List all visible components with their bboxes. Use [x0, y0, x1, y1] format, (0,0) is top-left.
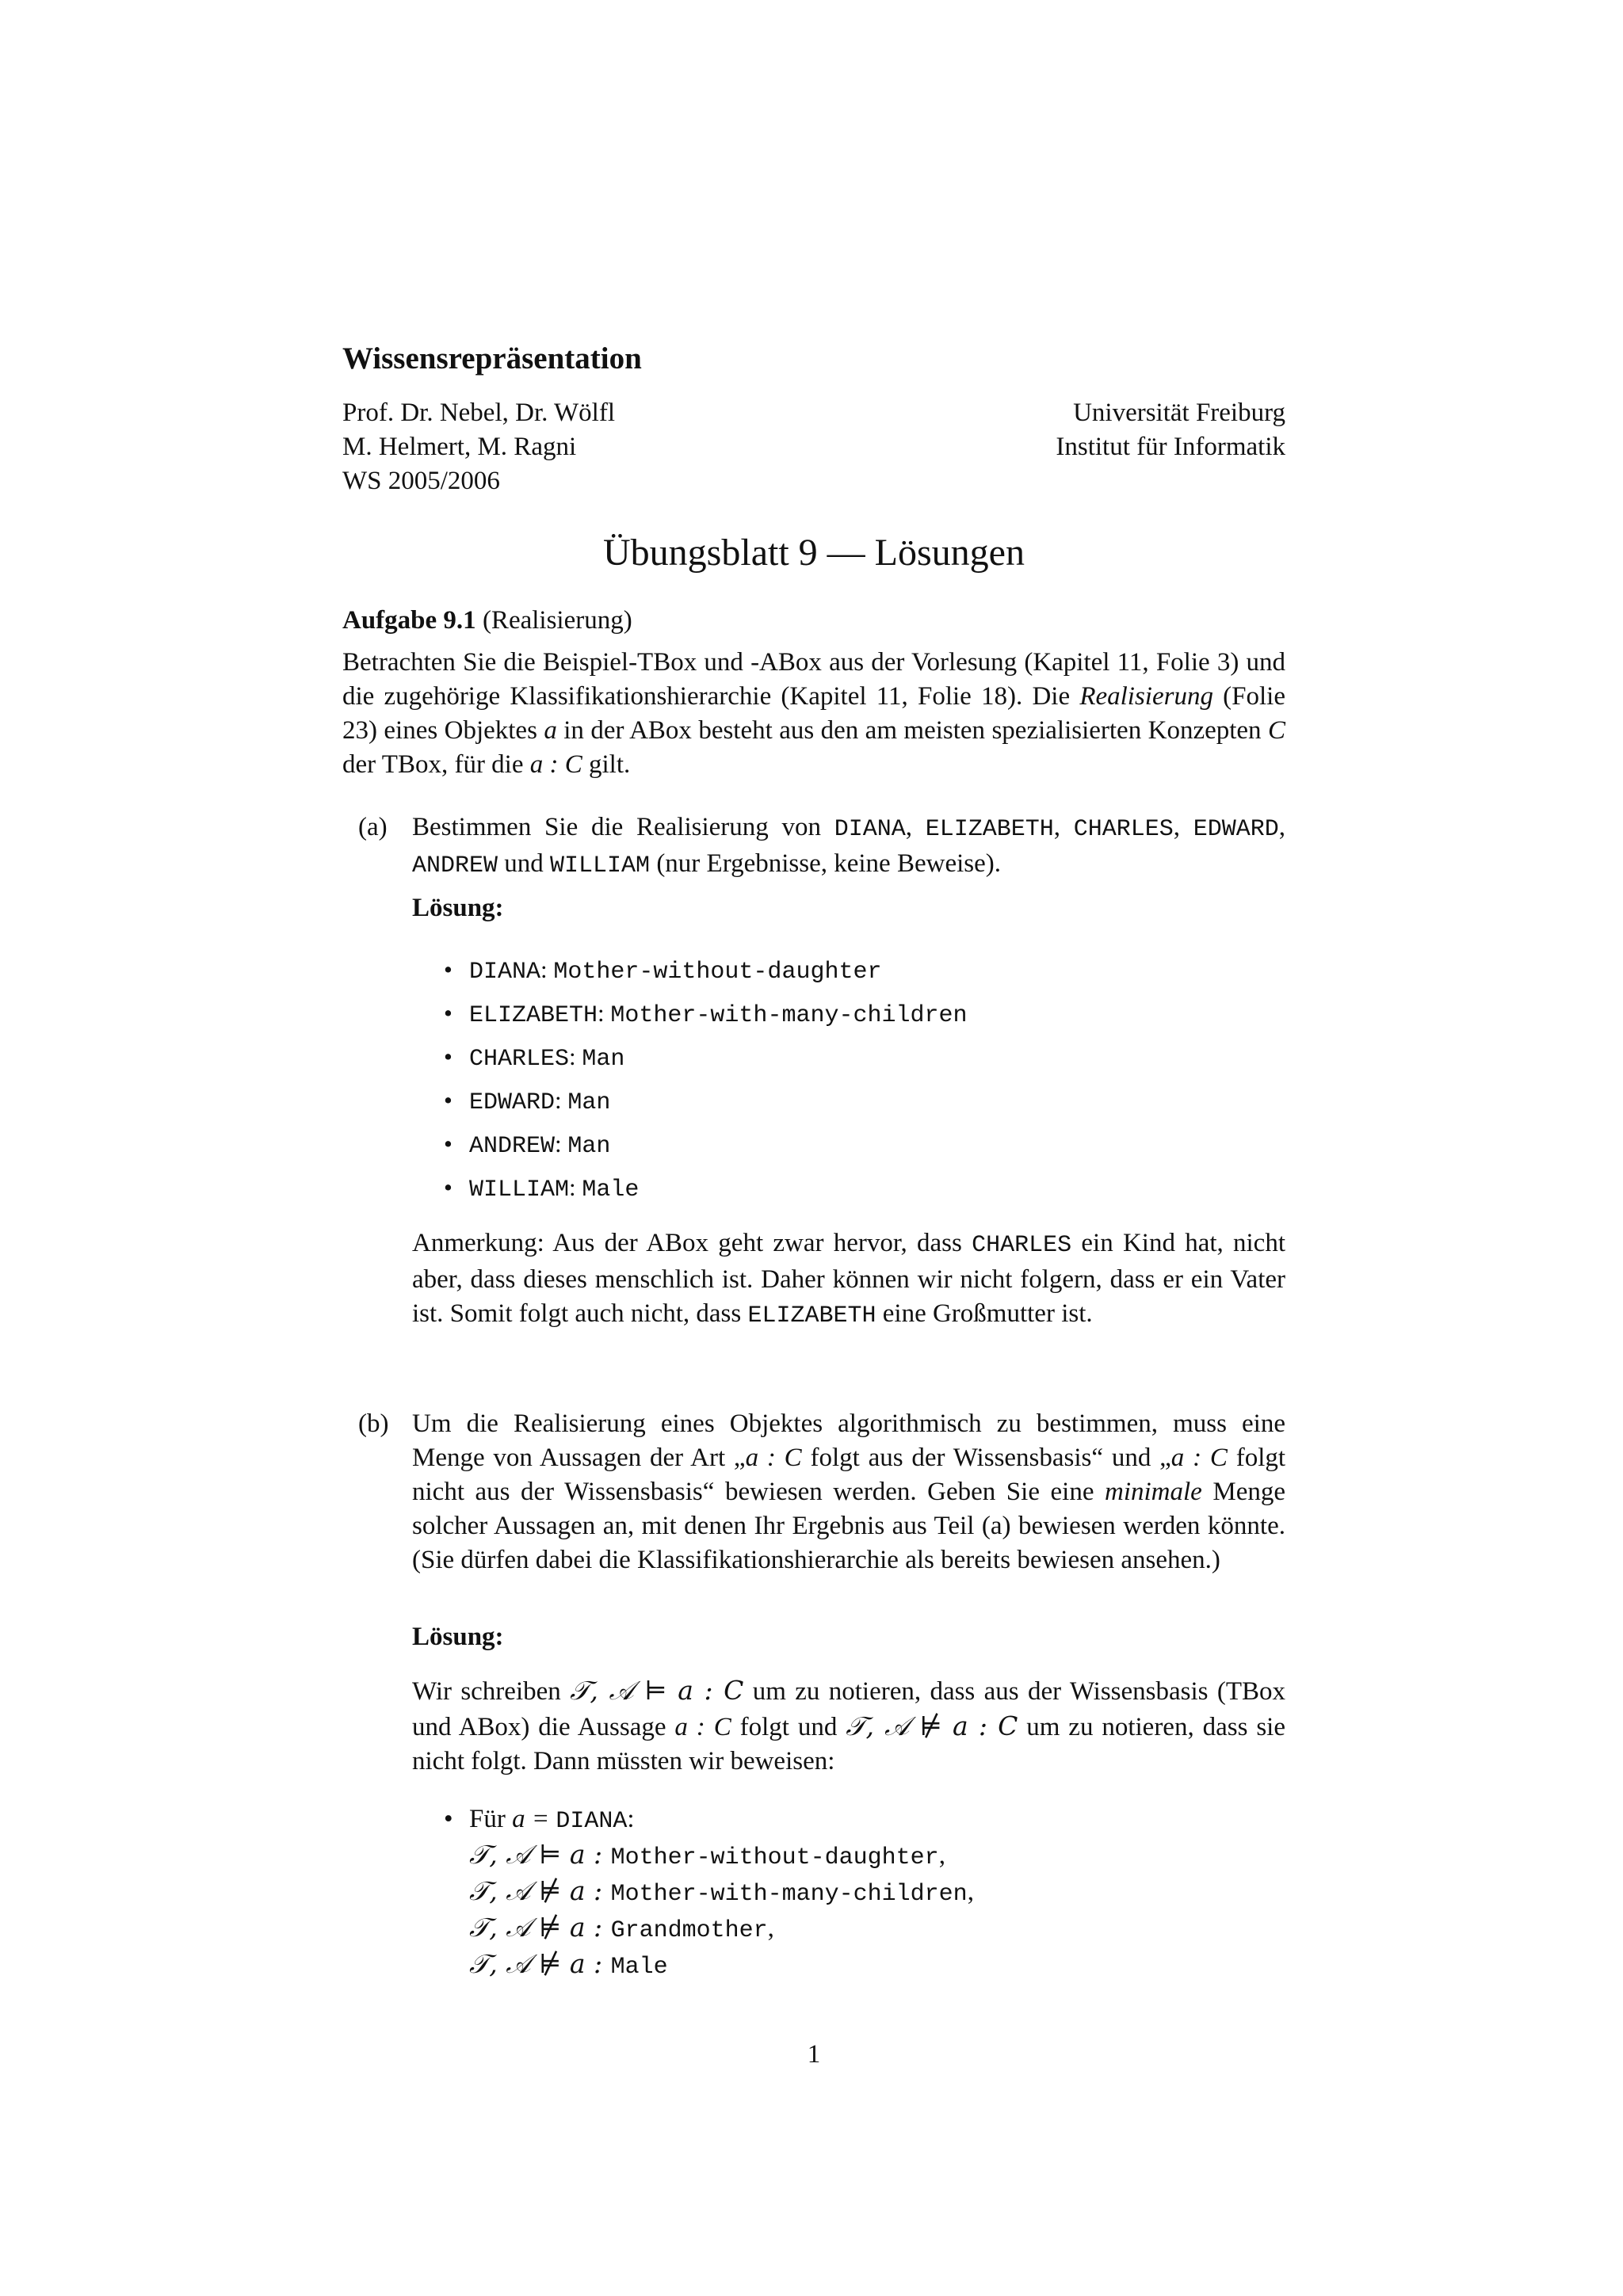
intro-text: (Folie 23) eines Objektes	[342, 682, 1285, 745]
name-william: WILLIAM	[550, 852, 651, 879]
name-edward: EDWARD	[1193, 816, 1279, 843]
results-list	[412, 948, 1285, 1209]
remark-text: eine Großmutter ist.	[876, 1299, 1093, 1328]
formula: a =	[512, 1805, 556, 1833]
proof-line	[469, 1947, 1285, 1984]
part-a-label: (a)	[358, 813, 388, 841]
task-label: Aufgabe 9.1	[342, 606, 476, 635]
punctuation: ,	[938, 1841, 945, 1870]
question-text: folgt nicht aus der Wissensbasis“ bewiesen werden. Geben Sie eine	[412, 1444, 1286, 1506]
proof-list	[412, 1802, 1285, 1984]
part-b-question	[412, 1407, 1285, 1577]
bullet-icon: •	[444, 1043, 453, 1070]
separator: ,	[1173, 813, 1193, 841]
header-left-line: WS 2005/2006	[342, 467, 500, 495]
result-name: DIANA	[469, 959, 541, 986]
remark-text: ein Kind hat, nicht aber, dass dieses menschlich ist. Daher können wir nicht folgern, dass er ein Vater ist. Somit folgt auch nicht, dass	[412, 1229, 1285, 1328]
question-text: Um die Realisierung eines Objektes algorithmisch zu bestimmen, muss eine Menge von Aussagen der Art „	[412, 1409, 1285, 1472]
name-andrew: ANDREW	[412, 852, 498, 879]
proof-concept: Mother-without-daughter	[610, 1844, 939, 1871]
proof-concept: Mother-with-many-children	[610, 1881, 968, 1908]
remark	[412, 1226, 1285, 1333]
proof-heading	[469, 1802, 1285, 1838]
separator: ,	[905, 813, 926, 841]
list-item: • ANDREW: Man	[412, 1122, 1285, 1165]
part-a-question	[412, 810, 1285, 883]
remark-name: ELIZABETH	[747, 1302, 876, 1329]
conjunction: und	[498, 849, 551, 878]
header-left-line: M. Helmert, M. Ragni	[342, 433, 577, 461]
formula: a : C	[1170, 1444, 1228, 1472]
result-concept: Man	[567, 1089, 611, 1116]
intro-text: gilt.	[582, 750, 631, 779]
header-right-line: Institut für Informatik	[1056, 433, 1285, 461]
result-name: ANDREW	[469, 1133, 556, 1160]
solution-text: um zu notieren, dass sie nicht folgt. Dann müssten wir beweisen:	[412, 1713, 1285, 1775]
question-text: Bestimmen Sie die Realisierung von	[412, 813, 834, 841]
result-concept: Mother-without-daughter	[553, 959, 882, 986]
formula: 𝒯, 𝒜 ⊭ a : C	[846, 1711, 1018, 1741]
proof-line	[469, 1838, 1285, 1875]
page-number: 1	[807, 2040, 821, 2069]
header-right-line: Universität Freiburg	[1073, 399, 1285, 427]
part-a	[342, 810, 1285, 883]
intro-text: der TBox, für die	[342, 750, 530, 779]
solution-label-a: Lösung:	[412, 894, 504, 922]
sheet-title: Übungsblatt 9 — Lösungen	[603, 532, 1025, 574]
list-item	[412, 1802, 1285, 1984]
proof-text: Für	[469, 1805, 513, 1833]
bullet-icon: •	[444, 1173, 453, 1201]
remark-text: Anmerkung: Aus der ABox geht zwar hervor, dass	[412, 1229, 972, 1257]
formula: a : C	[674, 1713, 731, 1741]
header-authors	[342, 396, 615, 498]
result-concept: Male	[582, 1177, 640, 1203]
name-charles: CHARLES	[1073, 816, 1174, 843]
separator: ,	[1278, 813, 1286, 841]
solution-text: Wir schreiben	[412, 1677, 571, 1706]
result-name: EDWARD	[469, 1089, 556, 1116]
intro-emphasis: Realisierung	[1079, 682, 1213, 711]
result-name: ELIZABETH	[469, 1002, 598, 1029]
task-intro	[342, 646, 1285, 782]
task-heading	[342, 606, 632, 635]
header-institution	[1056, 396, 1285, 464]
punctuation: ,	[967, 1878, 974, 1906]
intro-formula: a : C	[529, 750, 582, 779]
solution-text: folgt und	[731, 1713, 846, 1741]
result-concept: Man	[582, 1046, 625, 1073]
proof-line	[469, 1875, 1285, 1911]
list-item: • EDWARD: Man	[412, 1078, 1285, 1122]
list-item: • CHARLES: Man	[412, 1035, 1285, 1078]
bullet-icon: •	[444, 999, 453, 1027]
course-title: Wissensrepräsentation	[342, 341, 642, 376]
formula: a : C	[745, 1444, 802, 1472]
part-b	[342, 1407, 1285, 1577]
proof-name: DIANA	[556, 1808, 628, 1835]
solution-text: um zu notieren, dass aus der Wissensbasis (TBox und ABox) die Aussage	[412, 1677, 1285, 1741]
intro-variable: a	[544, 716, 557, 745]
bullet-icon: •	[444, 1130, 453, 1158]
formula: 𝒯, 𝒜 ⊭ a :	[469, 1875, 611, 1906]
colon: :	[627, 1805, 635, 1833]
formula: 𝒯, 𝒜 ⊭ a :	[469, 1948, 611, 1979]
header-left-line: Prof. Dr. Nebel, Dr. Wölfl	[342, 399, 616, 427]
question-text: Menge solcher Aussagen an, mit denen Ihr Ergebnis aus Teil (a) bewiesen werden könnte. (Sie dürfen dabei die Klassifikationshierarchie als bereits bewiesen ansehen.)	[412, 1478, 1285, 1574]
formula: 𝒯, 𝒜 ⊨ a : C	[570, 1675, 744, 1706]
separator: ,	[1053, 813, 1074, 841]
proof-concept: Male	[610, 1954, 668, 1981]
punctuation: ,	[767, 1914, 774, 1943]
bullet-icon: •	[444, 1805, 453, 1833]
solution-b-text	[412, 1673, 1285, 1779]
list-item: • WILLIAM: Male	[412, 1165, 1285, 1209]
formula: 𝒯, 𝒜 ⊨ a :	[469, 1839, 611, 1870]
intro-variable: C	[1267, 716, 1285, 745]
intro-text: in der ABox besteht aus den am meisten spezialisierten Konzepten	[556, 716, 1268, 745]
list-item: • ELIZABETH: Mother-with-many-children	[412, 991, 1285, 1035]
list-item: • DIANA: Mother-without-daughter	[412, 948, 1285, 991]
bullet-icon: •	[444, 1086, 453, 1114]
name-diana: DIANA	[834, 816, 906, 843]
solution-label-b: Lösung:	[412, 1623, 504, 1651]
name-elizabeth: ELIZABETH	[925, 816, 1054, 843]
result-name: WILLIAM	[469, 1177, 570, 1203]
result-concept: Man	[567, 1133, 611, 1160]
remark-name: CHARLES	[972, 1232, 1072, 1259]
intro-text: Betrachten Sie die Beispiel-TBox und -ABox aus der Vorlesung (Kapitel 11, Folie 3) und die zugehörige Klassifikationshierarchie (Kapitel 11, Folie 18). Die	[342, 648, 1285, 711]
question-text: (nur Ergebnisse, keine Beweise).	[650, 849, 1001, 878]
result-name: CHARLES	[469, 1046, 570, 1073]
bullet-icon: •	[444, 955, 453, 983]
part-b-label: (b)	[358, 1409, 389, 1438]
formula: 𝒯, 𝒜 ⊭ a :	[469, 1912, 611, 1943]
task-topic: (Realisierung)	[482, 606, 632, 635]
proof-line	[469, 1911, 1285, 1947]
question-text: folgt aus der Wissensbasis“ und „	[801, 1444, 1171, 1472]
result-concept: Mother-with-many-children	[610, 1002, 968, 1029]
proof-concept: Grandmother	[610, 1917, 768, 1944]
question-emphasis: minimale	[1105, 1478, 1202, 1506]
